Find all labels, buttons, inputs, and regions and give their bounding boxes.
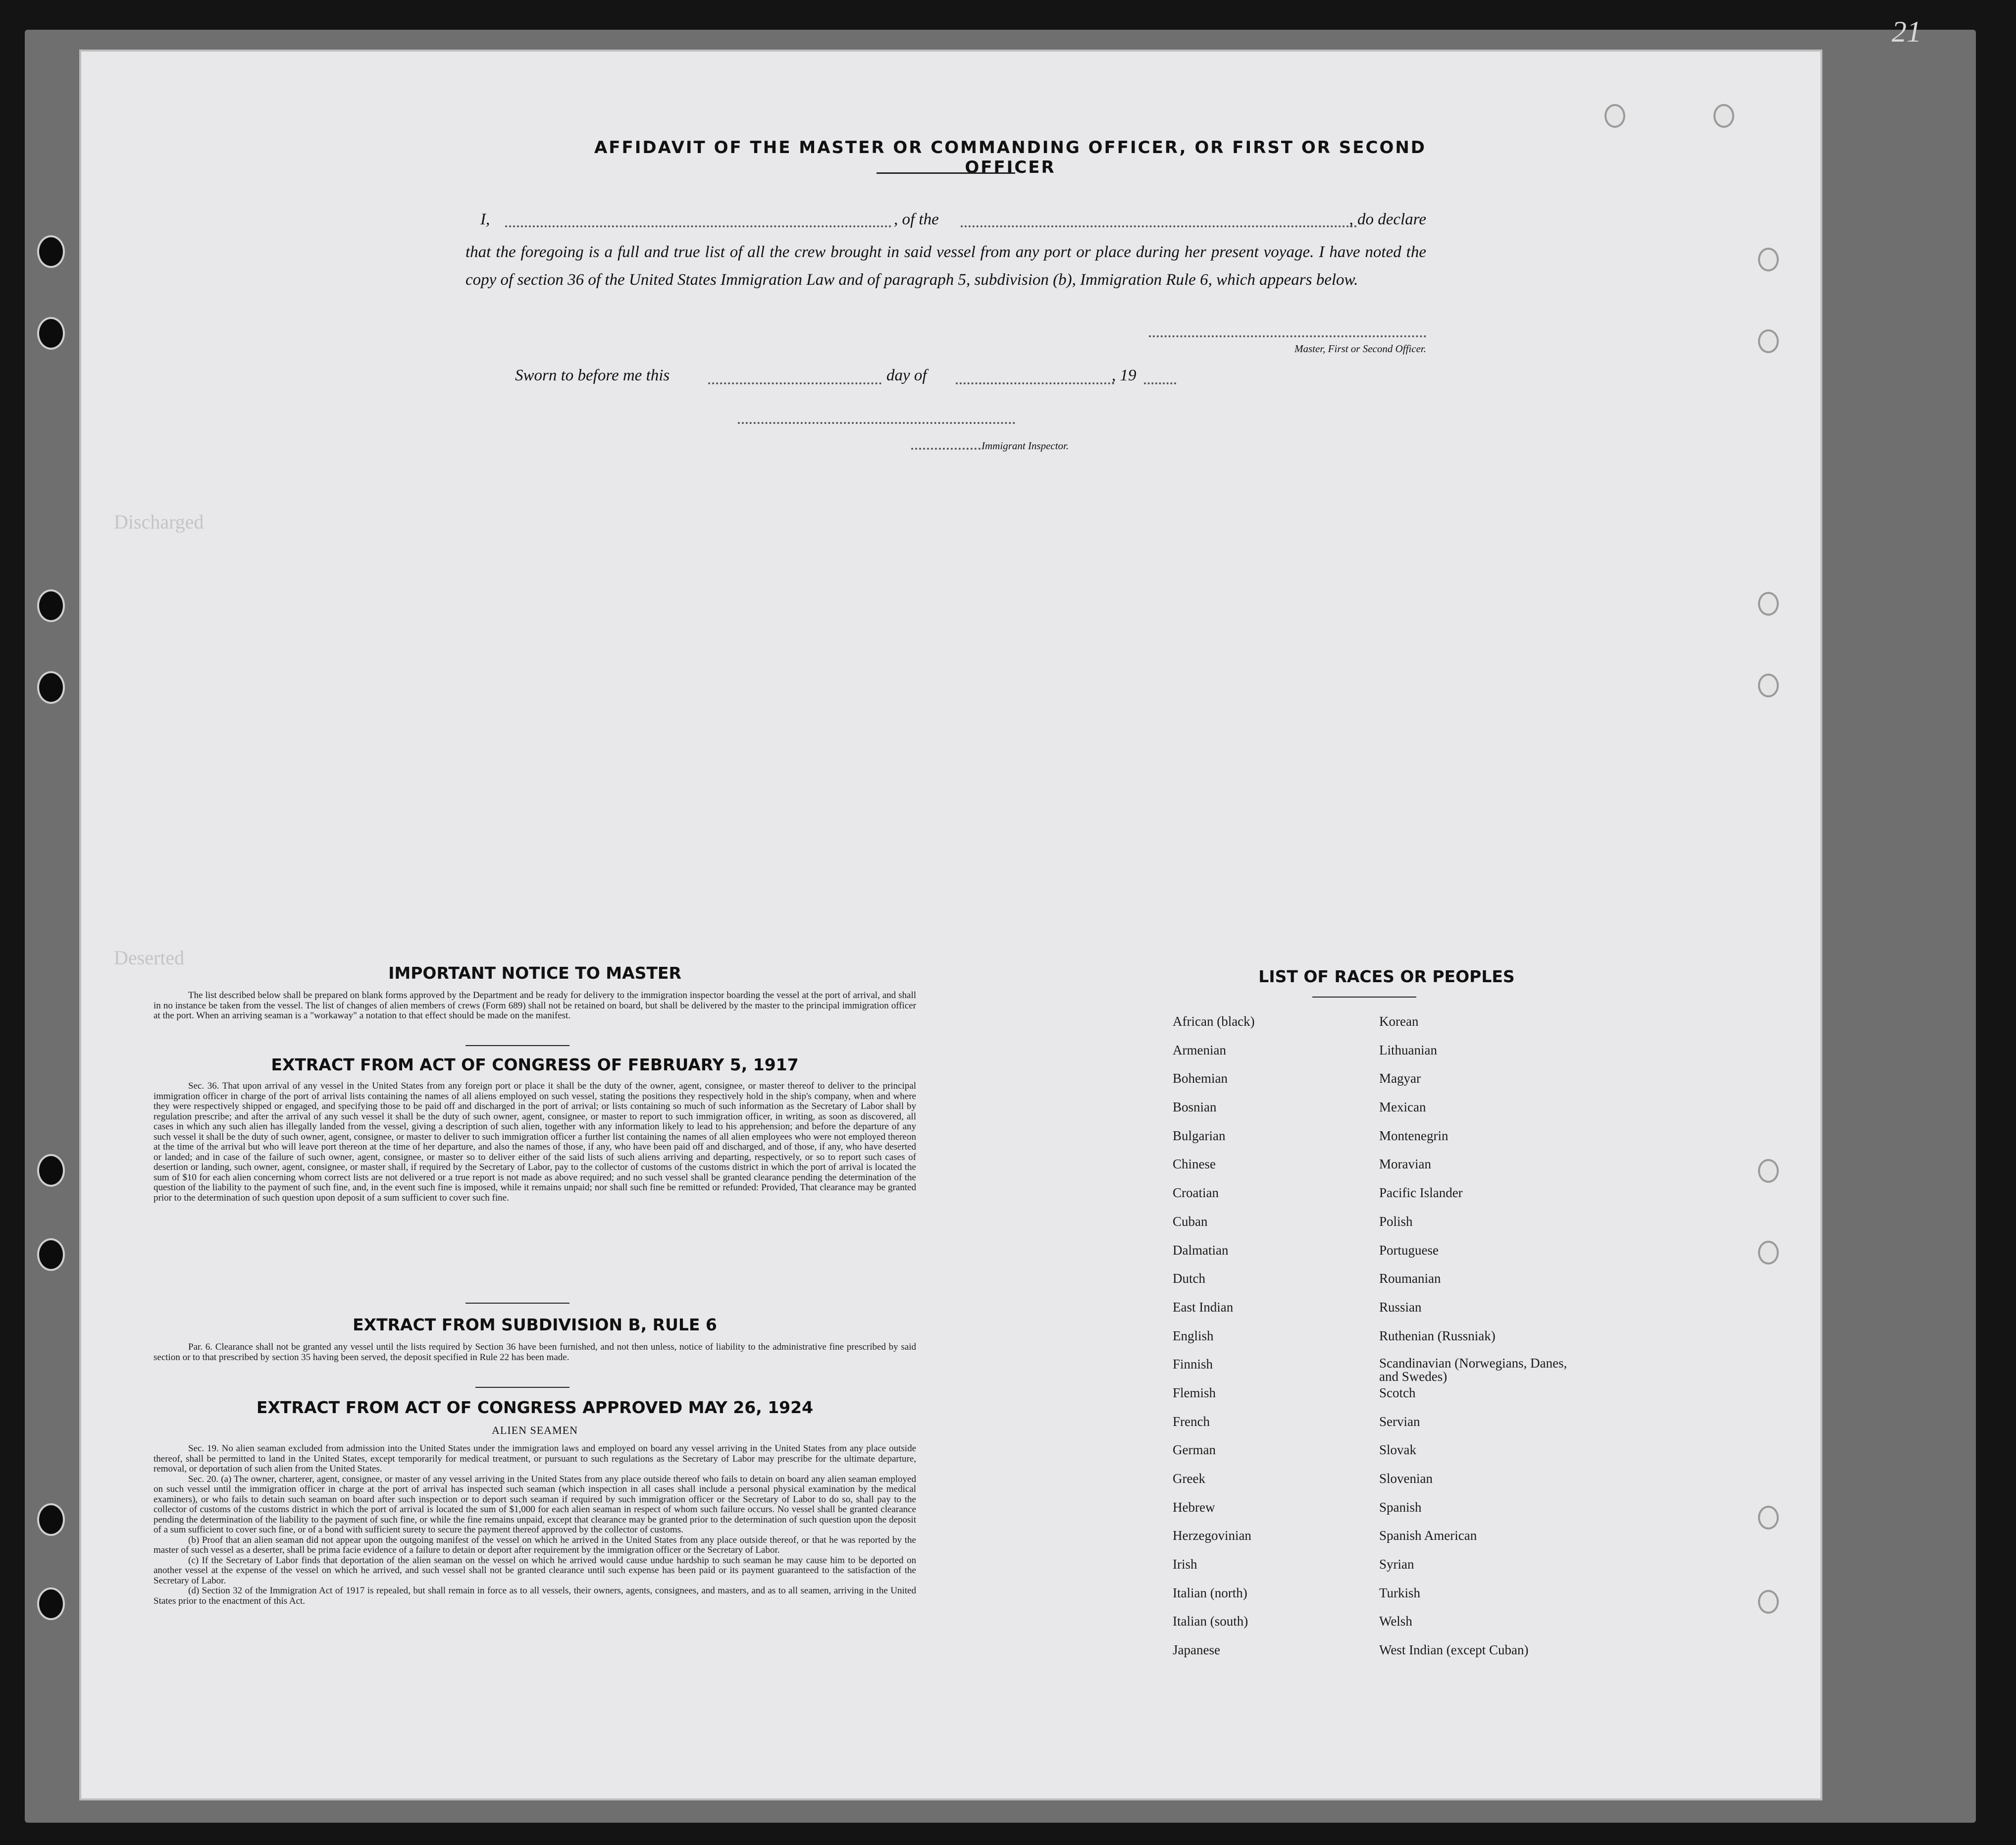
race-item: Cuban <box>1173 1213 1208 1229</box>
punch-ring <box>1758 1506 1779 1529</box>
notice-heading: IMPORTANT NOTICE TO MASTER <box>388 963 681 983</box>
section-rule <box>465 1303 569 1304</box>
race-item: Ruthenian (Russniak) <box>1379 1328 1496 1343</box>
race-item: Portuguese <box>1379 1242 1439 1258</box>
inspector-caption: Immigrant Inspector. <box>982 440 1069 452</box>
race-item: Slovak <box>1379 1442 1417 1458</box>
race-item: Bosnian <box>1173 1100 1217 1115</box>
do-declare-label: , do declare <box>1349 211 1426 228</box>
declarant-name-field[interactable] <box>505 225 891 227</box>
sworn-year-field[interactable] <box>1144 382 1176 384</box>
inspector-signature-field[interactable] <box>738 422 1015 424</box>
sworn-day-field[interactable] <box>708 382 881 384</box>
rule-6-text <box>154 1342 916 1363</box>
race-item: Bulgarian <box>1173 1128 1226 1143</box>
rule-6-paragraph: Par. 6. Clearance shall not be granted any vessel until the lists required by Section 36 have been furnished, and not then unless, notice of liability to the administrative fine prescribed by said section or to that prescribed by section 35 having been served, the deposit specified in Rule 22 has been made. <box>154 1342 916 1363</box>
races-left-column <box>1173 1014 1361 1671</box>
punch-ring <box>1758 1159 1779 1183</box>
race-item: Flemish <box>1173 1385 1216 1400</box>
signature-caption: Master, First or Second Officer. <box>1294 343 1426 355</box>
act-1917-text <box>154 1081 916 1203</box>
punch-ring <box>1758 329 1779 353</box>
race-item: Chinese <box>1173 1157 1216 1172</box>
race-item: German <box>1173 1442 1216 1458</box>
race-item: Turkish <box>1379 1585 1421 1600</box>
punch-ring <box>1758 674 1779 697</box>
act-1924-paragraph: Sec. 20. (a) The owner, charterer, agent, consignee, or master of any vessel arriving in the United States from any place outside thereof who fails to detain on board any alien seaman employed on such vessel until the immigration officer in charge at the port of arrival has inspected such seaman (which inspection in all cases shall include a personal physical examination by the medical examiners), or who fails to detain such seaman on board after such inspection or to deport such seaman if required by such immigration officer or the Secretary of Labor to do so, shall pay to the collector of customs of the customs district in which the port of arrival is located the sum of $1,000 for each alien seaman in respect of whom such failure occurs. No vessel shall be granted clearance pending the determination of the liability to the payment of such fine, or while the fine remains unpaid, except that clearance may be granted prior to the determination of such question upon the deposit of a sum sufficient to cover such fine, or of a bond with sufficient surety to secure the payment thereof approved by the collector of customs. <box>154 1474 916 1535</box>
of-the-label: , of the <box>894 211 939 228</box>
vessel-role-field[interactable] <box>961 225 1357 227</box>
race-item: Montenegrin <box>1379 1128 1448 1143</box>
day-of-label: day of <box>886 367 927 384</box>
race-item: Roumanian <box>1379 1271 1441 1286</box>
races-rule <box>1312 997 1416 998</box>
race-item: Dalmatian <box>1173 1242 1229 1258</box>
race-item: Lithuanian <box>1379 1042 1437 1057</box>
race-item: Spanish <box>1379 1499 1422 1515</box>
bleed-through-text: Deserted <box>114 947 185 969</box>
binder-hole <box>37 1587 65 1620</box>
race-item: Moravian <box>1379 1157 1431 1172</box>
race-item: Hebrew <box>1173 1499 1215 1515</box>
race-item: Scotch <box>1379 1385 1416 1400</box>
title-rule <box>877 172 1015 174</box>
races-heading: LIST OF RACES OR PEOPLES <box>1258 967 1515 986</box>
race-item: Welsh <box>1379 1614 1412 1629</box>
race-item: Pacific Islander <box>1379 1185 1463 1201</box>
binder-hole <box>37 317 65 350</box>
race-item: Japanese <box>1173 1642 1220 1658</box>
bleed-through-text: Discharged <box>114 511 204 533</box>
race-item: English <box>1173 1328 1214 1343</box>
section-rule <box>465 1045 569 1046</box>
rule-6-heading: EXTRACT FROM SUBDIVISION B, RULE 6 <box>353 1315 717 1334</box>
race-item: Mexican <box>1379 1100 1426 1115</box>
act-1917-paragraph: Sec. 36. That upon arrival of any vessel in the United States from any foreign port or place it shall be the duty of the owner, agent, consignee, or master thereof to deliver to the principal immigration officer in charge of the port of arrival lists containing the names of all aliens employed on such vessel, stating the positions they respectively hold in the ship's company, when and where they were respectively shipped or engaged, and specifying those to be paid off and discharged in the port of arrival; or lists containing so much of such information as the Secretary of Labor shall by regulation prescribe; and after the arrival of any such vessel it shall be the duty of such owner, agent, consignee, or master to report to such immigration officer, in writing, as soon as discovered, all cases in which any such alien has illegally landed from the vessel, giving a description of such alien, together with any information likely to lead to his apprehension; and before the departure of any such vessel it shall be the duty of such owner, agent, consignee, or master to deliver to such immigration officer a further list containing the names of all alien employees who were not employed thereon at the time of the arrival but who will leave port thereon at the time of her departure, and also the names of those, if any, who have been paid off and discharged, and of those, if any, who have deserted or landed; and in case of the failure of such owner, agent, consignee, or master so to deliver either of the said lists of such aliens arriving and departing, respectively, or so to report such cases of desertion or landing, such owner, agent, consignee, or master shall, if required by the Secretary of Labor, pay to the collector of customs of the customs district in which the port of arrival is located the sum of $10 for each alien concerning whom correct lists are not delivered or a true report is not made as above required; and no such vessel shall be granted clearance pending the determination of the question of the liability to the payment of such fine, and, in the event such fine is imposed, while it remains unpaid; nor shall such fine be remitted or refunded: Provided, That clearance may be granted prior to the determination of such question upon deposit of a sum sufficient to cover such fine. <box>154 1081 916 1203</box>
affidavit-statement: that the foregoing is a full and true list of all the crew brought in said vessel from any port or place during her present voyage. I have noted the copy of section 36 of the United States Immigration Law and of paragraph 5, subdivision (b), Immigration Rule 6, which appears below. <box>465 243 1426 289</box>
race-item: Italian (south) <box>1173 1614 1248 1629</box>
act-1924-text <box>154 1444 916 1606</box>
punch-ring <box>1758 1241 1779 1265</box>
race-item: Armenian <box>1173 1042 1226 1057</box>
race-item: Scandinavian (Norwegians, Danes, and Swedes) <box>1379 1356 1567 1384</box>
binder-hole <box>37 235 65 268</box>
race-item: Spanish American <box>1379 1528 1477 1543</box>
binder-hole <box>37 589 65 622</box>
declarant-prefix: I, <box>480 211 490 228</box>
notice-paragraph: The list described below shall be prepared on blank forms approved by the Department and be ready for delivery to the immigration inspector boarding the vessel at the port of arrival, and shall in no instance be taken from the vessel. The list of changes of alien members of crews (Form 689) shall not be retained on board, but shall be delivered by the master to the principal immigration officer at the port. When an arriving seaman is a "workaway" a notation to that effect should be made on the manifest. <box>154 990 916 1021</box>
race-item: Herzegovinian <box>1173 1528 1251 1543</box>
act-1917-heading: EXTRACT FROM ACT OF CONGRESS OF FEBRUARY 5, 1917 <box>271 1055 799 1074</box>
race-item: Slovenian <box>1379 1471 1433 1486</box>
binder-hole <box>37 1238 65 1271</box>
officer-signature-field[interactable] <box>1149 335 1426 337</box>
affidavit-title: AFFIDAVIT OF THE MASTER OR COMMANDING OFFICER, OR FIRST OR SECOND OFFICER <box>594 138 1427 177</box>
race-item: African (black) <box>1173 1014 1255 1029</box>
sworn-label: Sworn to before me this <box>515 367 670 384</box>
race-item: Finnish <box>1173 1357 1213 1372</box>
race-item: Greek <box>1173 1471 1205 1486</box>
race-item: Irish <box>1173 1557 1197 1572</box>
act-1924-paragraph: (c) If the Secretary of Labor finds that deportation of the alien seaman on the vessel on which he arrived would cause undue hardship to such seaman he may cause him to be deported on another vessel at the expense of the vessel on which he arrived, and such vessel shall not be granted clearance until such expense has been paid or its payment guaranteed to the satisfaction of the Secretary of Labor. <box>154 1555 916 1586</box>
year-prefix-label: , 19 <box>1112 367 1137 384</box>
punch-ring <box>1758 1590 1779 1614</box>
races-right-column <box>1379 1014 1587 1671</box>
race-item: French <box>1173 1414 1210 1429</box>
race-item: West Indian (except Cuban) <box>1379 1642 1529 1658</box>
act-1924-paragraph: (b) Proof that an alien seaman did not appear upon the outgoing manifest of the vessel on which he arrived in the United States from any place outside thereof, or that he was reported by the master of such vessel as a deserter, shall be prima facie evidence of a failure to detain or deport after requirement by the immigration officer or the Secretary of Labor. <box>154 1534 916 1555</box>
binder-hole <box>37 671 65 704</box>
notice-text <box>154 991 916 1021</box>
race-item: East Indian <box>1173 1299 1234 1315</box>
binder-hole <box>37 1154 65 1187</box>
act-1924-paragraph: (d) Section 32 of the Immigration Act of 1917 is repealed, but shall remain in force as to all vessels, their owners, agents, consignees, and masters, and as to all seamen, arriving in the United States prior to the enactment of this Act. <box>154 1585 916 1606</box>
section-rule <box>475 1387 569 1388</box>
race-item: Syrian <box>1379 1557 1414 1572</box>
manifest-page <box>79 50 1822 1800</box>
race-item: Magyar <box>1379 1071 1421 1086</box>
race-item: Korean <box>1379 1014 1419 1029</box>
race-item: Russian <box>1379 1299 1422 1315</box>
race-item: Dutch <box>1173 1271 1205 1286</box>
punch-ring <box>1713 104 1734 128</box>
race-item: Bohemian <box>1173 1071 1228 1086</box>
alien-seamen-subheading: ALIEN SEAMEN <box>492 1424 578 1436</box>
race-item: Croatian <box>1173 1185 1219 1201</box>
inspector-leader-dots <box>911 448 981 450</box>
act-1924-heading: EXTRACT FROM ACT OF CONGRESS APPROVED MAY 26, 1924 <box>256 1398 814 1417</box>
act-1924-paragraph: Sec. 19. No alien seaman excluded from admission into the United States under the immigration laws and employed on board any vessel arriving in the United States from any place outside thereof, shall be permitted to land in the United States, except temporarily for medical treatment, or pursuant to such regulations as the Secretary of Labor may prescribe for the ultimate departure, removal, or deportation of such alien from the United States. <box>154 1443 916 1474</box>
race-item: Italian (north) <box>1173 1585 1247 1600</box>
punch-ring <box>1758 592 1779 616</box>
punch-ring <box>1758 248 1779 271</box>
sworn-month-field[interactable] <box>956 382 1114 384</box>
corner-page-mark: 21 <box>1892 15 1921 48</box>
punch-ring <box>1604 104 1625 128</box>
race-item: Servian <box>1379 1414 1420 1429</box>
binder-hole <box>37 1503 65 1536</box>
race-item: Polish <box>1379 1213 1413 1229</box>
